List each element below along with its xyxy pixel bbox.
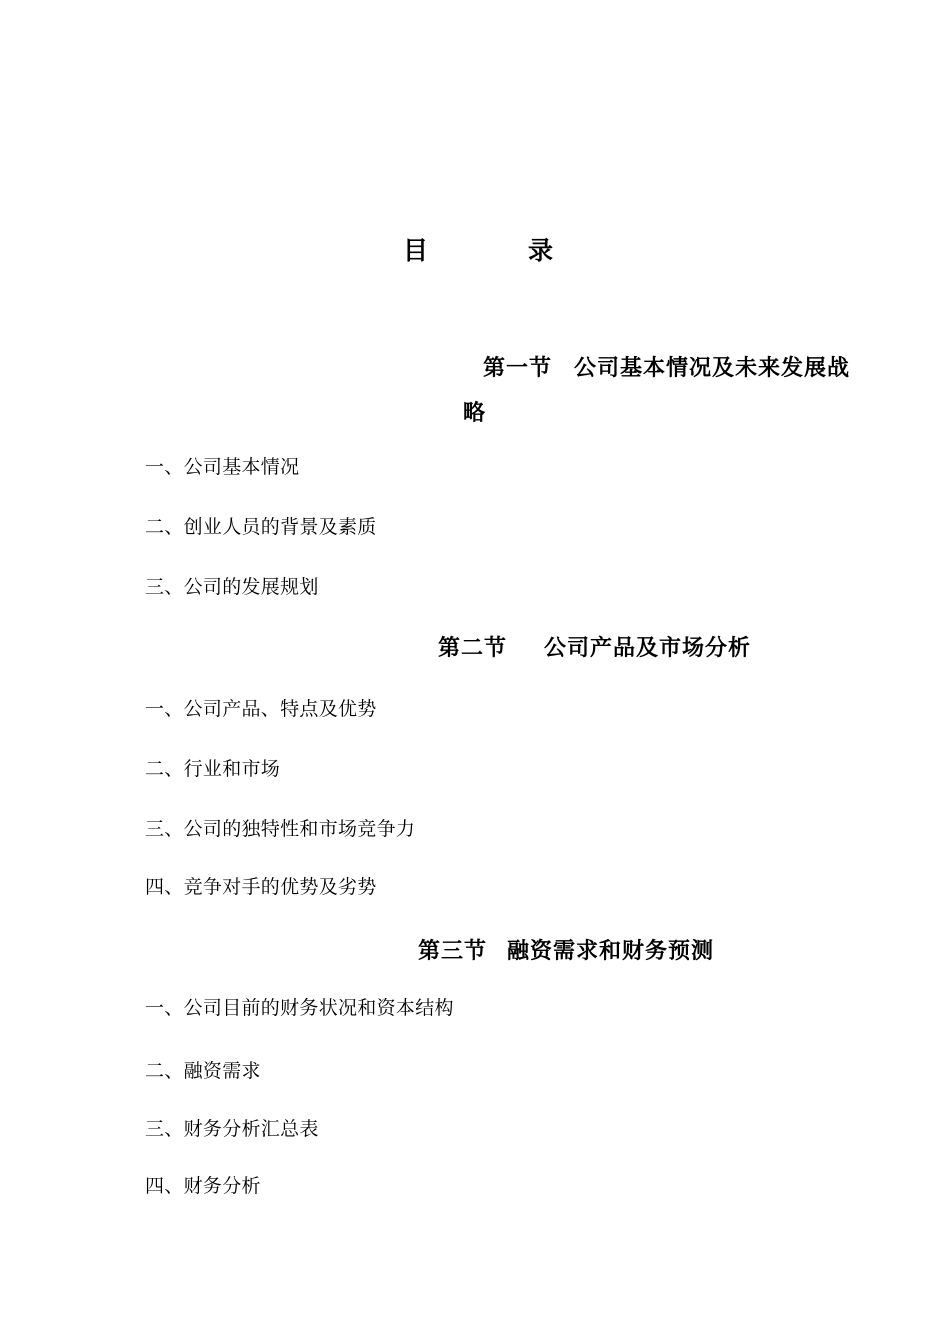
section-3-label: 第三节 <box>418 938 488 963</box>
section-1-title: 公司基本情况及未来发展战 <box>574 355 851 380</box>
heading-gap <box>552 374 574 375</box>
toc-item: 二、行业和市场 <box>145 759 281 780</box>
toc-item: 四、竞争对手的优势及劣势 <box>145 877 377 898</box>
section-1-heading-line-1 <box>483 357 850 379</box>
toc-item: 二、融资需求 <box>145 1061 261 1082</box>
section-1-heading-line-2: 略 <box>463 400 487 425</box>
heading-gap <box>507 654 544 655</box>
section-3-title: 融资需求和财务预测 <box>507 938 715 963</box>
section-2-heading <box>438 637 751 659</box>
toc-item: 三、财务分析汇总表 <box>145 1119 319 1140</box>
toc-item: 三、公司的独特性和市场竞争力 <box>145 819 416 840</box>
section-1-label: 第一节 <box>483 355 553 380</box>
toc-item: 四、财务分析 <box>145 1176 261 1197</box>
toc-title-char-second: 录 <box>528 238 554 265</box>
section-2-title: 公司产品及市场分析 <box>544 635 752 660</box>
section-2-label: 第二节 <box>438 635 508 660</box>
toc-item: 一、公司目前的财务状况和资本结构 <box>145 998 454 1019</box>
toc-item: 三、公司的发展规划 <box>145 577 319 598</box>
toc-item: 一、公司产品、特点及优势 <box>145 699 377 720</box>
toc-item: 二、创业人员的背景及素质 <box>145 517 377 538</box>
heading-gap <box>487 957 507 958</box>
toc-item: 一、公司基本情况 <box>145 457 300 478</box>
section-3-heading <box>418 940 714 962</box>
toc-title-char-first: 目 <box>403 238 429 265</box>
